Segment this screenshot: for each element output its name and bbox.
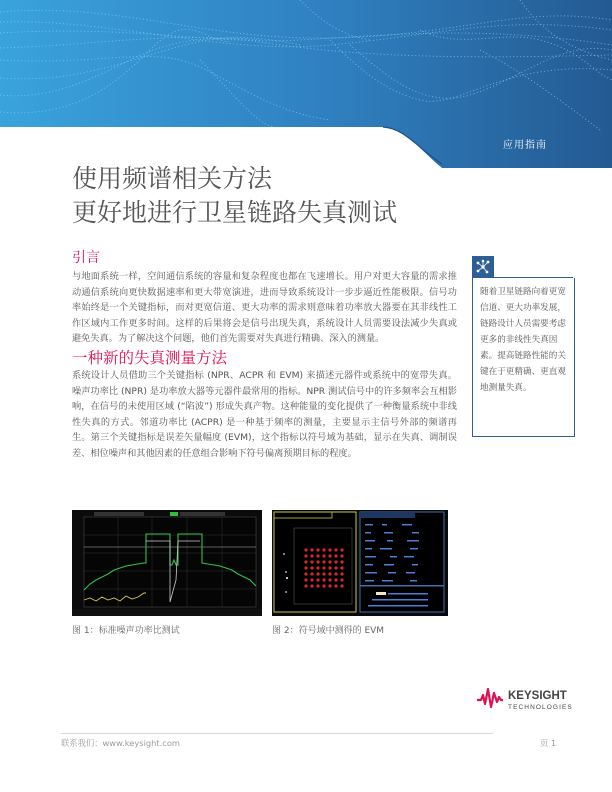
section-body-intro: 与地面系统一样，空间通信系统的容量和复杂程度也都在飞速增长。用户对更大容量的需求推动通信系统向更快数据速率和更大带宽演进，进而导致系统设计一步步逼近性能极限。信号功率始终是一个关键指标，而对更宽信道、更大功率的需求则意味着功率放大器要在其非线性工作区域内工作更多时间。这样的后果将会是信号出现失真，系统设计人员需要设法减少失真或避免失真。为了解决这个问题，他们首先需要对失真进行精确、深入的测量。 [72, 271, 457, 344]
title-line-1: 使用频谱相关方法 [72, 164, 273, 193]
header-banner [0, 0, 612, 168]
keysight-logo [477, 684, 577, 714]
footer-divider [61, 733, 493, 734]
figure-npr-spectrum [72, 510, 262, 616]
page-number: 页 1 [540, 738, 557, 748]
sidebar-text: 随着卫星链路向着更宽信道、更大功率发展，链路设计人员需要考虑更多的非线性失真因素。提高链路性能的关键在于更精确、更直观地测量失真。 [480, 287, 566, 393]
section-heading-method: 一种新的失真测量方法 [72, 349, 228, 367]
sidebar-box [472, 278, 575, 437]
title-line-2: 更好地进行卫星链路失真测试 [72, 198, 398, 227]
satellite-network-icon [472, 256, 494, 278]
logo-sub: TECHNOLOGIES [508, 704, 573, 711]
sidebar-callout [472, 256, 573, 437]
page-title [72, 162, 397, 230]
figure-2-caption: 图 2：符号域中测得的 EVM [272, 626, 385, 636]
figure-1-caption: 图 1：标准噪声功率比测试 [72, 626, 180, 636]
section-body-method: 系统设计人员借助三个关键指标 (NPR、ACPR 和 EVM) 来描述元器件或系统中的宽带失真。噪声功率比 (NPR) 是功率放大器等元器件最常用的指标。NPR 测试信号中的许多频率会互相影响，在信号的未使用区域 (“陷波”) 形成失真产物。这种能量的变化提供了一种衡量系统中非线性失真的方式。邻道功率比 (ACPR) 是一种基于频率的测量，主要显示主信号外部的频谱再生。第三个关键指标是误差矢量幅度 (EVM)，这个指标以符号域为基础，显示在失真、调制误差、相位噪声和其他因素的任意组合影响下符号偏离预期目标的程度。 [72, 370, 457, 459]
figure-evm-constellation [272, 510, 448, 616]
logo-brand: KEYSIGHT [508, 690, 567, 702]
section-heading-intro: 引言 [72, 250, 100, 266]
footer-contact: 联系我们：www.keysight.com [61, 738, 181, 748]
document-type-label: 应用指南 [503, 140, 547, 151]
